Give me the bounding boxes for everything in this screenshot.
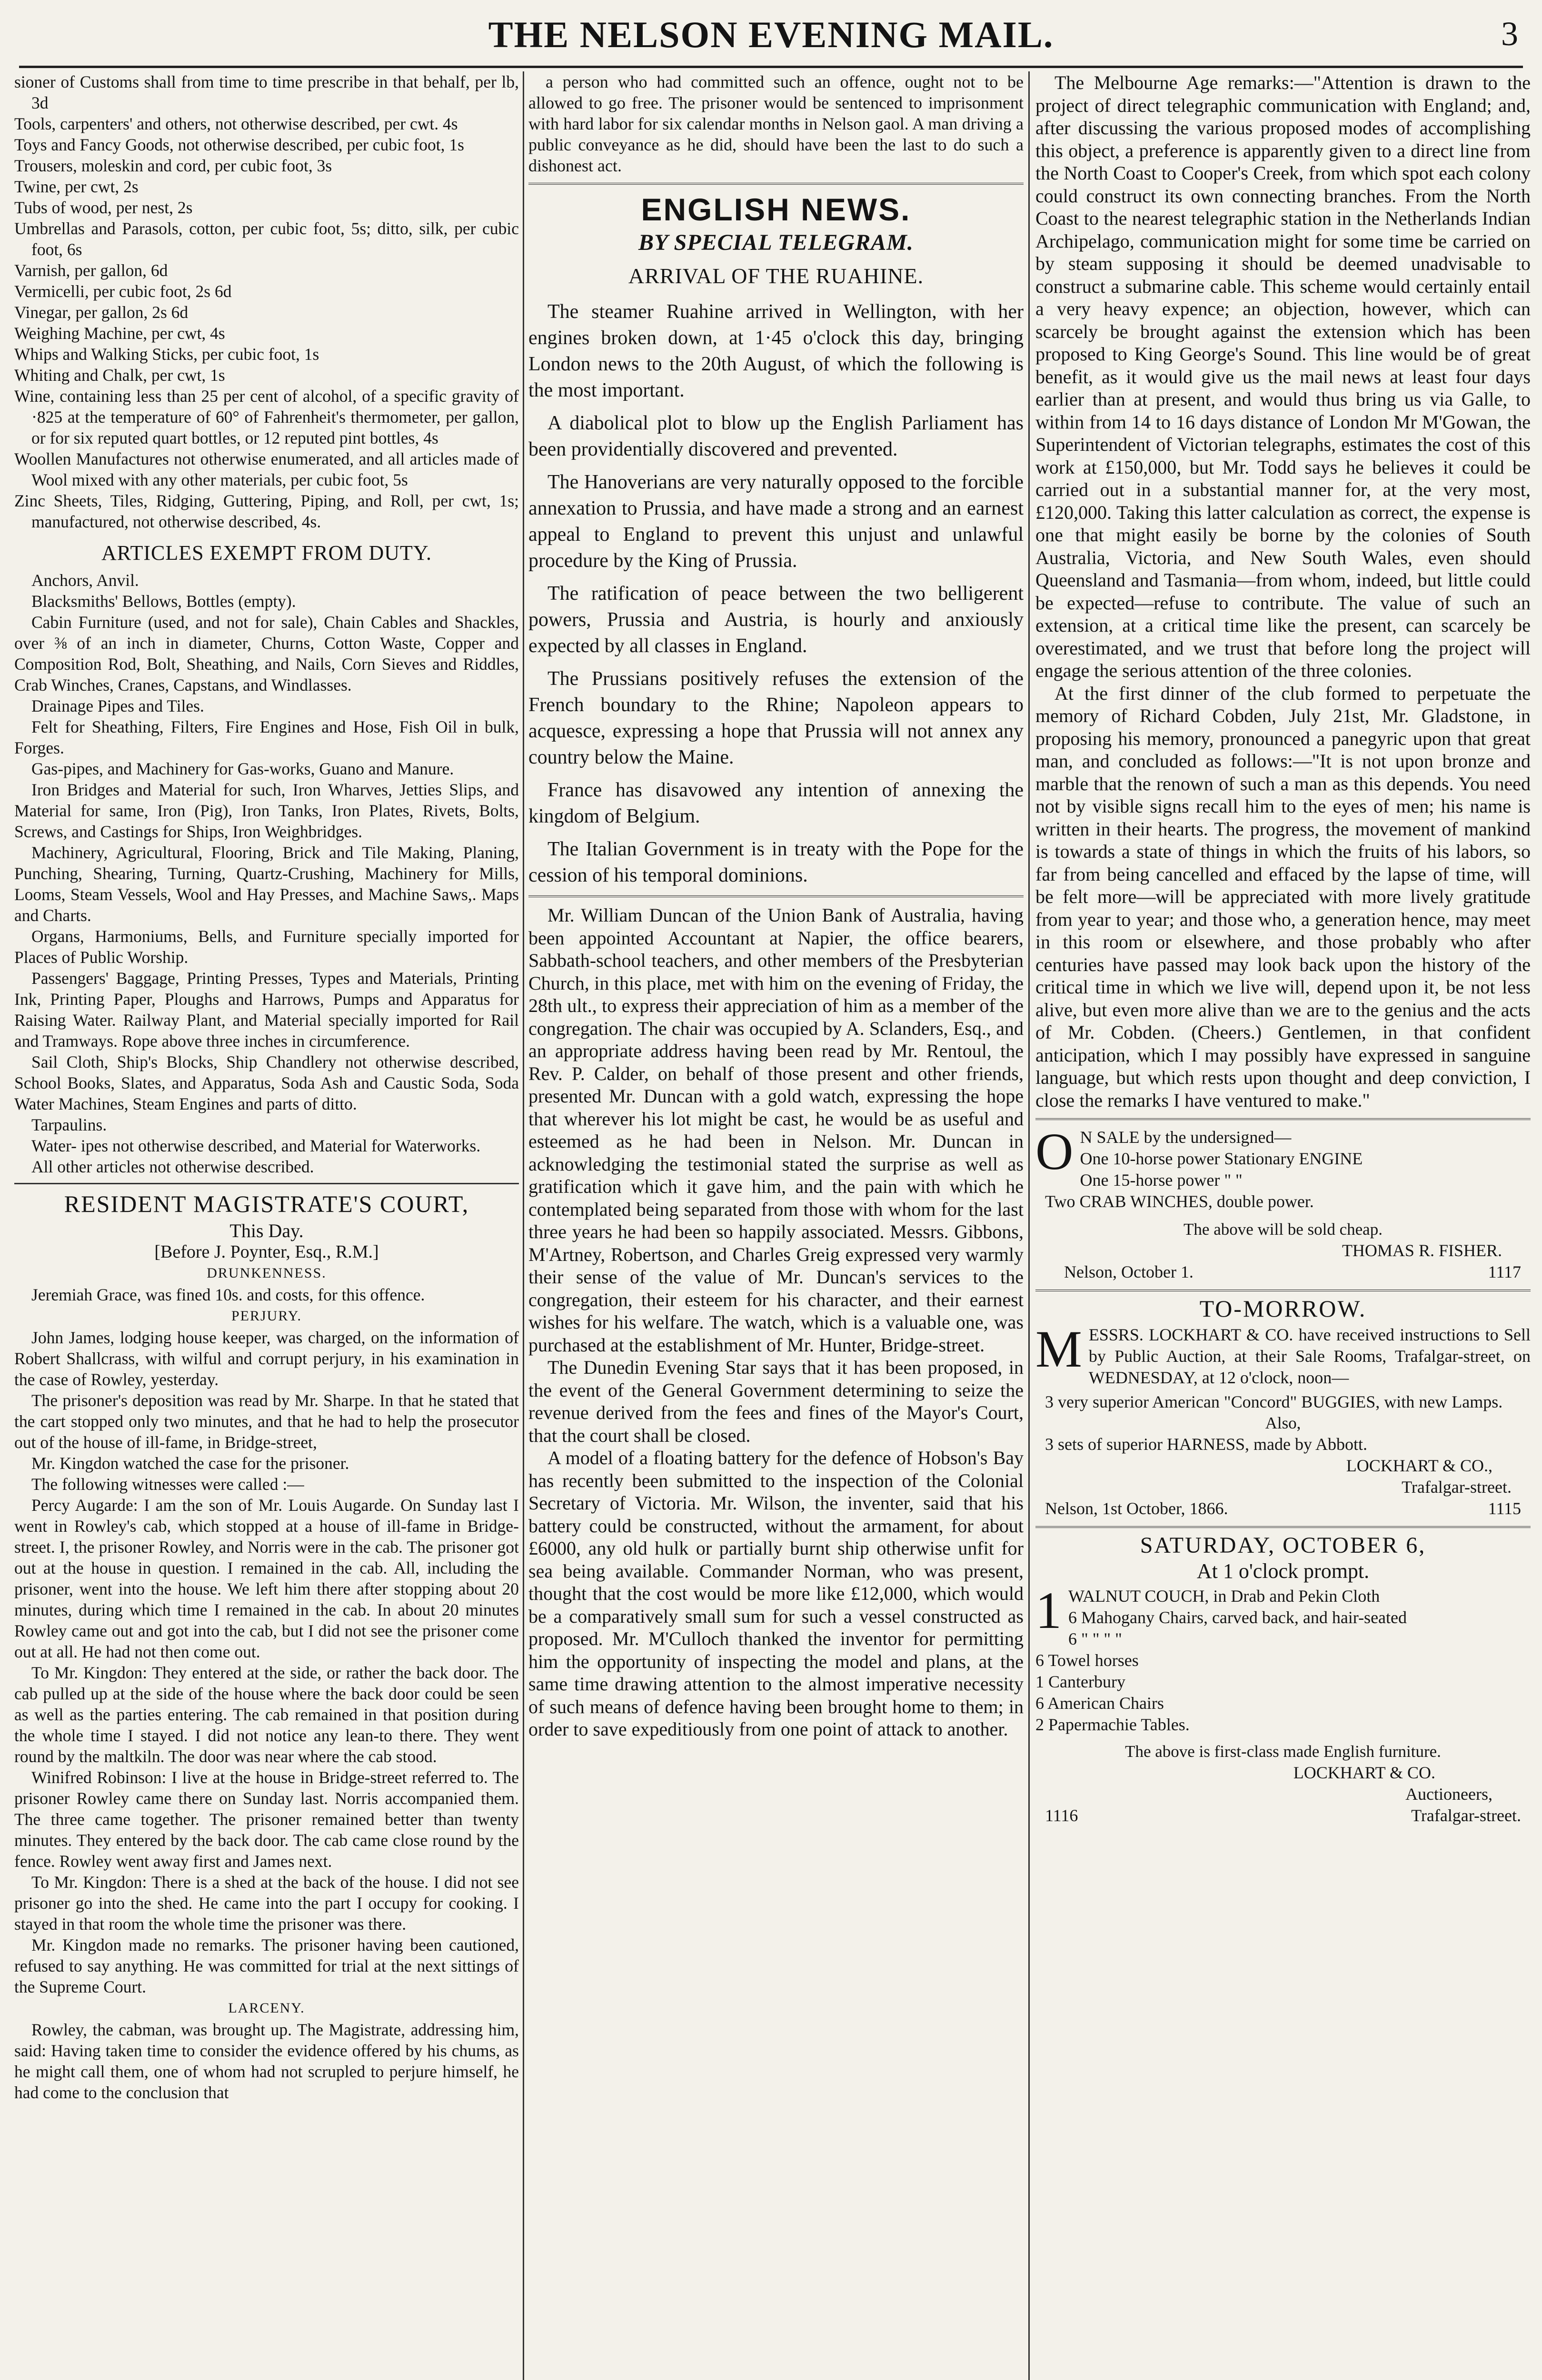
buggies-auction-ad	[1035, 1295, 1531, 1519]
column-rule	[1028, 71, 1030, 2380]
perjury-para: The prisoner's deposition was read by Mr. Sharpe. In that he stated that the cart stopped only two minutes, and that he had to help the prosecutor out of the house of ill-fame, in Bridge-street,	[14, 1391, 519, 1452]
ad-heading: TO-MORROW.	[1199, 1295, 1367, 1322]
perjury-para: Mr. Kingdon made no remarks. The prisoner having been cautioned, refused to say anything. He was committed for trial at the next sittings of the Supreme Court.	[14, 1935, 519, 1996]
tariff-item: Umbrellas and Parasols, cotton, per cubic foot, 5s; ditto, silk, per cubic foot, 6s	[14, 219, 519, 259]
tariff-item: Zinc Sheets, Tiles, Ridging, Guttering, Piping, and Roll, per cwt, 1s; manufactured, not otherwise described, 4s.	[14, 491, 519, 531]
ad-place-date: Nelson, October 1.	[1064, 1262, 1194, 1281]
furniture-item: 2 Papermachie Tables.	[1035, 1715, 1190, 1734]
ruahine-subheading: ARRIVAL OF THE RUAHINE.	[628, 264, 924, 288]
perjury-para: To Mr. Kingdon: There is a shed at the back of the house. I did not see prisoner go into the shed. He came into the part I occupy for cooking. I stayed in that room the whole time the prisoner was there.	[14, 1873, 519, 1934]
tariff-item: Tools, carpenters' and others, not otherwise described, per cwt. 4s	[14, 114, 458, 133]
larceny-heading: LARCENY.	[228, 2000, 305, 2016]
drunkenness-text: Jeremiah Grace, was fined 10s. and costs, for this offence.	[31, 1285, 425, 1304]
drop-cap: 1	[1035, 1581, 1062, 1639]
court-heading: RESIDENT MAGISTRATE'S COURT,	[64, 1190, 469, 1217]
divider	[528, 895, 1024, 897]
ad-role: Auctioneers,	[1405, 1785, 1492, 1804]
tariff-item: Woollen Manufactures not otherwise enumerated, and all articles made of Wool mixed with any other materials, per cubic foot, 5s	[14, 449, 519, 489]
exempt-item: Blacksmiths' Bellows, Bottles (empty).	[31, 592, 296, 611]
exempt-item: Tarpaulins.	[31, 1115, 107, 1134]
news-para: The Prussians positively refuses the extension of the French boundary to the Rhine; Napoleon appears to acquesce, expressing a hope that Prussia will not annex any country below the Maine.	[528, 668, 1024, 768]
tariff-item: Wine, containing less than 25 per cent of alcohol, of a specific gravity of ·825 at the temperature of 60° of Fahrenheit's thermometer, per gallon, or for six reputed quart bottles, or 12 reputed pint bottles, 4s	[14, 387, 519, 447]
larceny-text: Rowley, the cabman, was brought up. The Magistrate, addressing him, said: Having taken time to consider the evidence offered by his chums, as he might call them, one of whom had not scrupled to perjure himself, he had come to the conclusion that	[14, 2020, 519, 2102]
larceny-continued: a person who had committed such an offence, ought not to be allowed to go free. The prisoner would be sentenced to imprisonment with hard labor for six calendar months in Nelson gaol. A man driving a public conveyance as he did, should have been the last to do such a dishonest act.	[528, 72, 1024, 175]
exempt-item: Machinery, Agricultural, Flooring, Brick and Tile Making, Planing, Punching, Shearing, Turning, Quartz-Crushing, Machinery for Mills, Looms, Steam Vessels, Wool and Hay Presses, and Machine Saws,. Maps and Charts.	[14, 843, 519, 925]
furniture-item: WALNUT COUCH, in Drab and Pekin Cloth	[1068, 1587, 1380, 1606]
ad-line: The above will be sold cheap.	[1184, 1220, 1383, 1239]
news-para: A diabolical plot to blow up the English Parliament has been providentially discovered and prevented.	[528, 412, 1024, 460]
perjury-para: Percy Augarde: I am the son of Mr. Louis Augarde. On Sunday last I went in Rowley's cab, which stopped at a house of ill-fame in Bridge-street. I, the prisoner Rowley, and Norris were in the cab. The prisoner got out at the house in question. I remained in the cab. All, including the prisoner, went into the house. We left him there after stopping about 20 minutes, during which time I remained in the cab. In about 20 minutes Rowley came out and got into the cab, but I did not see the prisoner come out at all. He had not then come out.	[14, 1496, 519, 1661]
perjury-para: The following witnesses were called :—	[31, 1475, 304, 1494]
exempt-item: Passengers' Baggage, Printing Presses, Types and Materials, Printing Ink, Printing Paper, Ploughs and Harrows, Pumps and Apparatus for Raising Water. Railway Plant, and Material specially imported for Rail and Tramways. Rope above three inches in circumference.	[14, 969, 519, 1051]
tariff-item: Whiting and Chalk, per cwt, 1s	[14, 366, 225, 385]
divider	[528, 183, 1024, 185]
drop-cap: O	[1035, 1122, 1074, 1180]
perjury-para: Winifred Robinson: I live at the house in Bridge-street referred to. The prisoner Rowley came there on Sunday last. Norris accompanied them. The three came together. The prisoner remained better than twenty minutes. They entered by the back door. The cab came close round by the fence. Rowley went away first and James next.	[14, 1768, 519, 1871]
exempt-item: Felt for Sheathing, Filters, Fire Engines and Hose, Fish Oil in bulk, Forges.	[14, 717, 519, 757]
news-para: The Italian Government is in treaty with the Pope for the cession of his temporal dominions.	[528, 838, 1024, 886]
ad-line: One 15-horse power " "	[1080, 1170, 1243, 1190]
divider	[1035, 1289, 1531, 1291]
news-para: The Hanoverians are very naturally opposed to the forcible annexation to Prussia, and have made a strong and an earnest appeal to England to prevent this unjust and unlawful procedure by the King of Prussia.	[528, 471, 1024, 572]
ad-firm: LOCKHART & CO.,	[1346, 1456, 1492, 1475]
divider	[1035, 1118, 1531, 1120]
tariff-item: Toys and Fancy Goods, not otherwise described, per cubic foot, 1s	[14, 135, 464, 154]
ad-text: ESSRS. LOCKHART & CO. have received instructions to Sell by Public Auction, at their Sale Rooms, Trafalgar-street, on WEDNESDAY, at 12 o'clock, noon—	[1088, 1325, 1531, 1387]
exempt-item: Iron Bridges and Material for such, Iron Wharves, Jetties Slips, and Material for same, Iron (Pig), Iron Tanks, Iron Plates, Rivets, Bolts, Screws, and Castings for Ships, Iron Weighbridges.	[14, 780, 519, 841]
tariff-item: Vinegar, per gallon, 2s 6d	[14, 303, 189, 322]
ad-ref: 1116	[1045, 1806, 1078, 1825]
ad-ref: 1115	[1488, 1499, 1521, 1518]
tariff-item: Tubs of wood, per nest, 2s	[14, 198, 193, 217]
exempt-item: Cabin Furniture (used, and not for sale), Chain Cables and Shackles, over ⅜ of an inch in diameter, Churns, Cotton Waste, Copper and Composition Rod, Bolt, Sheathing, and Nails, Corn Sieves and Riddles, Crab Winches, Cranes, Capstans, and Windlasses.	[14, 613, 519, 694]
perjury-para: John James, lodging house keeper, was charged, on the information of Robert Shallcrass, with wilful and corrupt perjury, in his examination in the case of Rowley, yesterday.	[14, 1328, 519, 1389]
ad-place-date: Nelson, 1st October, 1866.	[1045, 1499, 1228, 1518]
furniture-auction-ad	[1035, 1535, 1531, 1826]
exempt-list	[14, 570, 519, 1177]
english-news-heading: ENGLISH NEWS.	[641, 192, 911, 227]
news-para: The ratification of peace between the two belligerent powers, Prussia and Austria, is hourly and anxiously expected by all classes in England.	[528, 583, 1024, 657]
ad-line: Two CRAB WINCHES, double power.	[1045, 1192, 1314, 1211]
ad-item: 3 very superior American "Concord" BUGGIES, with new Lamps.	[1045, 1392, 1503, 1411]
special-telegram-subheading: BY SPECIAL TELEGRAM.	[638, 230, 914, 255]
engine-sale-ad	[1035, 1122, 1531, 1283]
ad-line: N SALE by the undersigned—	[1080, 1128, 1292, 1147]
news-para: The steamer Ruahine arrived in Wellington, with her engines broken down, at 1·45 o'clock this day, bringing London news to the 20th August, of which the following is the most important.	[528, 301, 1024, 401]
exempt-item: Sail Cloth, Ship's Blocks, Ship Chandlery not otherwise described, School Books, Slates, and Apparatus, Soda Ash and Caustic Soda, Soda Water Machines, Steam Engines and parts of ditto.	[14, 1052, 519, 1113]
exempt-item: Drainage Pipes and Tiles.	[31, 696, 204, 715]
ad-street: Trafalgar-street.	[1411, 1806, 1521, 1825]
tariff-item: Weighing Machine, per cwt, 4s	[14, 324, 225, 343]
furniture-item: 6 " " " "	[1068, 1629, 1122, 1648]
exempt-item: Water- ipes not otherwise described, and Material for Waterworks.	[31, 1136, 481, 1155]
ad-note: The above is first-class made English furniture.	[1125, 1742, 1441, 1761]
age-para: The Melbourne Age remarks:—"Attention is drawn to the project of direct telegraphic communication with England; and, after discussing the various proposed modes of accomplishing this object, a preference is apparently given to a direct line from the North Coast to Cooper's Creek, from which spot each colony could construct its own connecting branches. From the North Coast to the nearest telegraphic station in the Netherlands Indian Archipelago, communication might for some time be carried on by steam supposing it should be deemed unadvisable to construct a submarine cable. This scheme would certainly entail a very heavy expence; an objection, however, which can scarcely be brought against the extension which has been proposed to King George's Sound. This line would be of great benefit, as it would give us the mail news at least four days earlier than at present, and would thus bring us via Galle, to within from 14 to 16 days distance of London Mr M'Gowan, the Superintendent of Victorian telegraphs, estimates the cost of this work at £150,000, but Mr. Todd says he believes it could be carried out in a substantial manner for, at the very most, £120,000. Taking this latter calculation as correct, the expense is one that might easily be borne by the colonies of South Australia, Victoria, and New South Wales, even should Queensland and Tasmania—from whom, indeed, but little could be expected—refuse to contribute. The value of such an extension, at a critical time like the present, can scarcely be overestimated, and we trust that before long the project will engage the serious attention of the three colonies.	[1035, 72, 1531, 681]
cobden-para: At the first dinner of the club formed to perpetuate the memory of Richard Cobden, July 21st, Mr. Gladstone, in proposing his memory, pronounced a panegyric upon that great man, and concluded as follows:—"It is not upon bronze and marble that the renown of such a man as this depends. You need not by visible signs recall him to the eyes of men; his name is written in their hearts. The progress, the movement of mankind is towards a state of things in which the fruits of his labors, so far from being cancelled and effaced by the lapse of time, will be felt more—will be appreciated with more lively gratitude from year to year; and those who, a generation hence, may meet in this room or elsewhere, and those probably who after centuries have passed may look back upon the history of the critical time in which we live will, depend upon it, be not less alive, but even more alive than we are to the genius and the acts of Mr. Cobden. (Cheers.) Gentlemen, in that confident anticipation, which I may possibly have expressed in sanguine language, but which rests upon thought and deep conviction, I close the remarks I have ventured to make."	[1035, 682, 1531, 1111]
column-rule	[523, 71, 524, 2380]
ad-street: Trafalgar-street.	[1402, 1478, 1512, 1497]
ad-line: One 10-horse power Stationary ENGINE	[1080, 1149, 1363, 1168]
tariff-item: Twine, per cwt, 2s	[14, 177, 139, 196]
ad-time: At 1 o'clock prompt.	[1196, 1559, 1370, 1583]
furniture-item: 6 Mahogany Chairs, carved back, and hair-seated	[1068, 1608, 1407, 1627]
masthead	[19, 9, 1523, 68]
furniture-item: 6 American Chairs	[1035, 1694, 1164, 1713]
column-1	[14, 71, 519, 2380]
perjury-para: Mr. Kingdon watched the case for the prisoner.	[31, 1454, 349, 1473]
local-para: The Dunedin Evening Star says that it has been proposed, in the event of the General Government determining to seize the revenue derived from the fees and fines of the Mayor's Court, that the court shall be closed.	[528, 1357, 1024, 1446]
tariff-item: Whips and Walking Sticks, per cubic foot, 1s	[14, 345, 319, 364]
column-3	[1035, 71, 1531, 2380]
tariff-item: Vermicelli, per cubic foot, 2s 6d	[14, 282, 232, 301]
exempt-item: Gas-pipes, and Machinery for Gas-works, Guano and Manure.	[31, 759, 454, 778]
exempt-item: Anchors, Anvil.	[31, 571, 139, 590]
local-para: Mr. William Duncan of the Union Bank of Australia, having been appointed Accountant at Napier, the office bearers, Sabbath-school teachers, and other members of the Presbyterian Church, in this place, met with him on the evening of Friday, the 28th ult., to express their appreciation of him as a member of the congregation. The chair was occupied by A. Sclanders, Esq., and an appropriate address having been read by Mr. Rentoul, the Rev. P. Calder, on behalf of those present and other friends, presented Mr. Duncan with a gold watch, expressing the hope that wherever his lot might be cast, he would be as useful and esteemed as he had been in Nelson. Mr. Duncan in acknowledging the testimonial stated the surprise as well as gratification which it gave him, and the pain with which he contemplated being separated from those with whom for the last three years he had been so happily associated. Messrs. Gibbons, M'Artney, Robertson, and Charles Greig expressed very warmly their sense of the value of Mr. Duncan's services to the congregation, their esteem for his character, and their earnest wishes for his welfare. The watch, which is a valuable one, was purchased at the establishment of Mr. Hunter, Bridge-street.	[528, 904, 1024, 1356]
drunkenness-heading: DRUNKENNESS.	[207, 1265, 327, 1281]
court-day: This Day.	[229, 1220, 304, 1241]
ad-seller: THOMAS R. FISHER.	[1342, 1241, 1502, 1260]
ad-ref: 1117	[1488, 1262, 1521, 1281]
divider	[14, 1183, 519, 1184]
exempt-heading: ARTICLES EXEMPT FROM DUTY.	[101, 541, 432, 565]
tariff-item: sioner of Customs shall from time to time prescribe in that behalf, per lb, 3d	[14, 72, 519, 112]
tariff-item: Trousers, moleskin and cord, per cubic foot, 3s	[14, 156, 332, 175]
exempt-item: Organs, Harmoniums, Bells, and Furniture specially imported for Places of Public Worship.	[14, 927, 519, 967]
drop-cap: M	[1035, 1320, 1082, 1378]
local-para: A model of a floating battery for the defence of Hobson's Bay has recently been submitted to the inspection of the Colonial Secretary of Victoria. Mr. Wilson, the inventer, said that his battery could be constructed, without the armament, for about £6000, any old hulk or partially burnt ship otherwise unfit for sea being available. Commander Norman, who was present, thought that the cost would be more like £12,000, which would be a comparatively small sum for such a vessel constructed as proposed. Mr. M'Culloch thanked the inventor for permitting him the opportunity of inspecting the model and plans, at the same time drawing attention to the almost imperative necessity of such means of defence having been brought home to them; in order to save expeditiously from one point of attack to another.	[528, 1447, 1024, 1740]
perjury-para: To Mr. Kingdon: They entered at the side, or rather the back door. The cab pulled up at the side of the house where the back door could be seen as well as the parties entering. The cab remained in that position during the whole time I stayed. I did not notice any lean-to there. They went round by the maltkiln. The door was near where the cab stood.	[14, 1663, 519, 1766]
court-before: [Before J. Poynter, Esq., R.M.]	[154, 1242, 379, 1262]
newspaper-title: THE NELSON EVENING MAIL.	[488, 14, 1054, 55]
furniture-item: 6 Towel horses	[1035, 1651, 1139, 1670]
exempt-item: All other articles not otherwise described.	[31, 1157, 314, 1176]
page-number: 3	[1501, 15, 1518, 53]
ad-heading: SATURDAY, OCTOBER 6,	[1140, 1533, 1426, 1558]
tariff-list	[14, 71, 519, 532]
ad-also: Also,	[1265, 1414, 1301, 1432]
tariff-item: Varnish, per gallon, 6d	[14, 261, 168, 280]
perjury-heading: PERJURY.	[231, 1308, 302, 1324]
ad-firm: LOCKHART & CO.	[1293, 1763, 1435, 1782]
divider	[1035, 1526, 1531, 1528]
furniture-item: 1 Canterbury	[1035, 1672, 1125, 1691]
ad-item: 3 sets of superior HARNESS, made by Abbott.	[1045, 1435, 1367, 1454]
column-2	[528, 71, 1024, 2380]
news-para: France has disavowed any intention of annexing the kingdom of Belgium.	[528, 779, 1024, 827]
